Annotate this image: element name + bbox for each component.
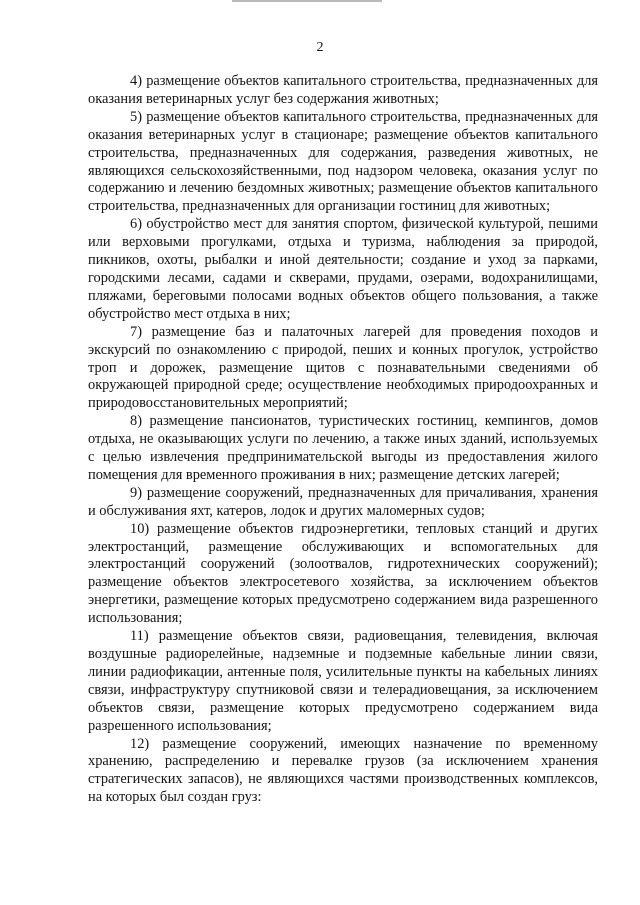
paragraph-item-4: 4) размещение объектов капитального строительства, предназначенных для оказания ветеринарных услуг без содержания животных;	[88, 73, 598, 107]
paragraph-item-11: 11) размещение объектов связи, радиовещания, телевидения, включая воздушные радиорелейные, надземные и подземные кабельные линии связи, линии радиофикации, антенные поля, усилительные пункты на кабельных линиях связи, инфраструктуру спутниковой связи и телерадиовещания, за исключением объектов связи, размещение которых предусмотрено содержанием вида разрешенного использования;	[88, 628, 598, 734]
page-number: 2	[316, 40, 324, 55]
paragraph-item-10: 10) размещение объектов гидроэнергетики, тепловых станций и других электростанций, размещение обслуживающих и вспомогательных для электростанций сооружений (золоотвалов, гидротехнических сооружений); размещение объектов электросетевого хозяйства, за исключением объектов энергетики, размещение которых предусмотрено содержанием вида разрешенного использования;	[88, 520, 598, 627]
paragraph-item-7: 7) размещение баз и палаточных лагерей для проведения походов и экскурсий по ознакомлению с природой, пеших и конных прогулок, устройство троп и дорожек, размещение щитов с познавательными сведениями об окружающей природной среде; осуществление необходимых природоохранных и природовосстановительных мероприятий;	[88, 323, 598, 412]
document-body	[88, 73, 598, 807]
paragraph-item-8: 8) размещение пансионатов, туристических гостиниц, кемпингов, домов отдыха, не оказывающих услуги по лечению, а также иных зданий, используемых с целью извлечения предпринимательской выгоды из предоставления жилого помещения для временного проживания в них; размещение детских лагерей;	[88, 413, 598, 483]
scan-edge-line	[232, 0, 382, 2]
paragraph-item-12: 12) размещение сооружений, имеющих назначение по временному хранению, распределению и перевалке грузов (за исключением хранения стратегических запасов), не являющихся частями производственных комплексов, на которых был создан груз:	[88, 735, 598, 806]
paragraph-item-6: 6) обустройство мест для занятия спортом, физической культурой, пешими или верховыми прогулками, отдыха и туризма, наблюдения за природой, пикников, охоты, рыбалки и иной деятельности; создание и уход за парками, городскими лесами, садами и скверами, прудами, озерами, водохранилищами, пляжами, береговыми полосами водных объектов общего пользования, а также обустройство мест отдыха в них;	[88, 216, 598, 322]
paragraph-item-5: 5) размещение объектов капитального строительства, предназначенных для оказания ветеринарных услуг в стационаре; размещение объектов капитального строительства, предназначенных для содержания, разведения животных, не являющихся сельскохозяйственными, под надзором человека, оказания услуг по содержанию и лечению бездомных животных; размещение объектов капитального строительства, предназначенных для организации гостиниц для животных;	[88, 108, 598, 215]
paragraph-item-9: 9) размещение сооружений, предназначенных для причаливания, хранения и обслуживания яхт, катеров, лодок и других маломерных судов;	[88, 484, 598, 519]
